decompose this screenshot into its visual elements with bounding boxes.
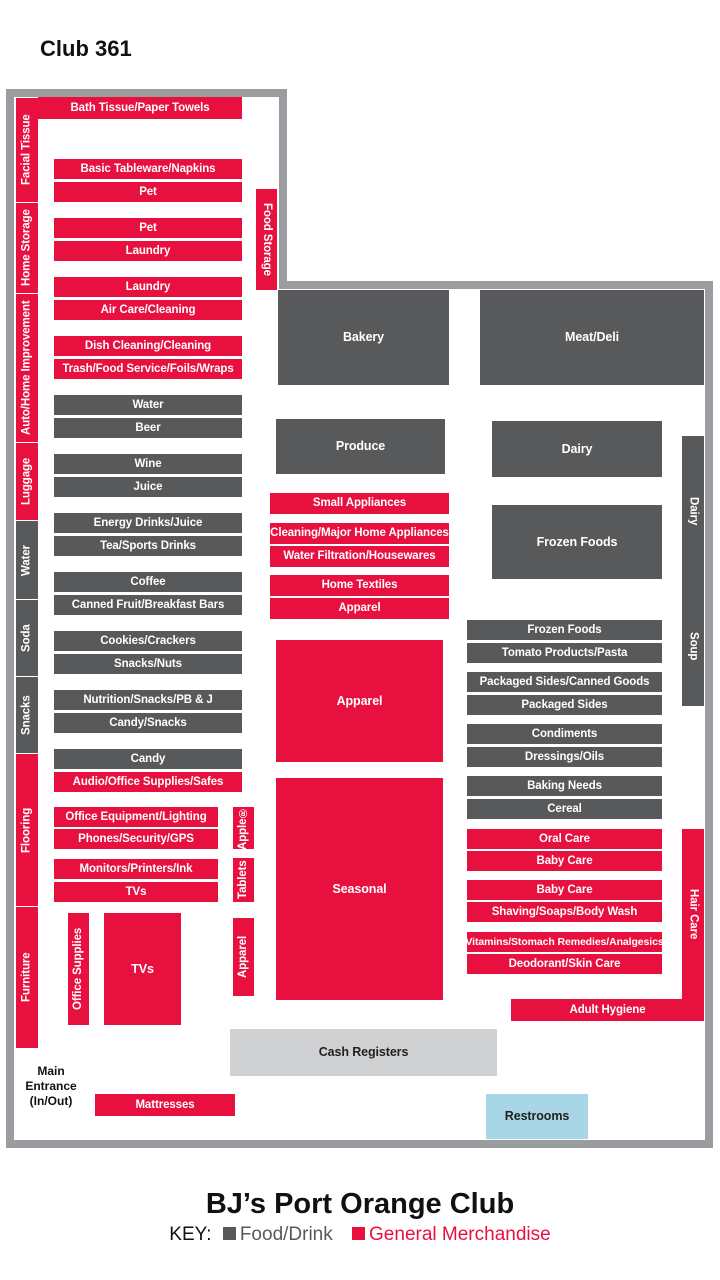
aisle-deodorant: Deodorant/Skin Care [467, 954, 662, 974]
aisle-canned-fruit: Canned Fruit/Breakfast Bars [54, 595, 242, 615]
dept-water-wall: Water [16, 521, 38, 599]
aisle-phones: Phones/Security/GPS [54, 829, 218, 849]
aisle-tomato: Tomato Products/Pasta [467, 643, 662, 663]
wall-dairy: Dairy [682, 436, 704, 586]
aisle-tvs: TVs [54, 882, 218, 902]
wall-top-left [6, 89, 287, 97]
aisle-basic-tableware: Basic Tableware/Napkins [54, 159, 242, 179]
cash-registers: Cash Registers [230, 1029, 497, 1076]
wall-step-vertical [279, 89, 287, 289]
block-apparel: Apparel [276, 640, 443, 762]
aisle-water: Water [54, 395, 242, 415]
aisle-laundry-2: Laundry [54, 277, 242, 297]
wall-hair-care: Hair Care [682, 829, 704, 999]
dept-auto-home-improvement: Auto/Home Improvement [16, 294, 38, 442]
dept-bath-tissue: Bath Tissue/Paper Towels [38, 97, 242, 119]
block-tvs: TVs [104, 913, 181, 1025]
main-entrance [20, 1064, 82, 1109]
wall-bottom [6, 1140, 713, 1148]
aisle-packaged-canned: Packaged Sides/Canned Goods [467, 672, 662, 692]
legend-key-label: KEY: [169, 1224, 212, 1245]
aisle-vitamins: Vitamins/Stomach Remedies/Analgesics [467, 932, 662, 952]
aisle-monitors: Monitors/Printers/Ink [54, 859, 218, 879]
dept-produce: Produce [276, 419, 445, 474]
aisle-cereal: Cereal [467, 799, 662, 819]
store-title: BJ’s Port Orange Club [205, 1188, 515, 1220]
aisle-audio: Audio/Office Supplies/Safes [54, 772, 242, 792]
dept-flooring: Flooring [16, 754, 38, 906]
aisle-baking: Baking Needs [467, 776, 662, 796]
aisle-juice: Juice [54, 477, 242, 497]
dept-home-storage: Home Storage [16, 203, 38, 293]
legend [0, 1224, 720, 1246]
aisle-small-appliances: Small Appliances [270, 493, 449, 514]
aisle-office-supplies: Office Supplies [68, 913, 89, 1025]
aisle-beer: Beer [54, 418, 242, 438]
dept-bakery: Bakery [278, 290, 449, 385]
aisle-condiments: Condiments [467, 724, 662, 744]
aisle-tablets: Tablets [233, 858, 254, 902]
aisle-apparel-vertical: Apparel [233, 918, 254, 996]
aisle-wine: Wine [54, 454, 242, 474]
dept-facial-tissue: Facial Tissue [16, 98, 38, 202]
restrooms: Restrooms [486, 1094, 588, 1139]
legend-food-label: Food/Drink [239, 1224, 333, 1245]
aisle-pet-2: Pet [54, 218, 242, 238]
aisle-trash: Trash/Food Service/Foils/Wraps [54, 359, 242, 379]
legend-general-label: General Merchandise [369, 1224, 551, 1245]
legend-general-swatch [352, 1227, 365, 1240]
aisle-coffee: Coffee [54, 572, 242, 592]
aisle-dressings: Dressings/Oils [467, 747, 662, 767]
aisle-tea: Tea/Sports Drinks [54, 536, 242, 556]
aisle-office-equipment: Office Equipment/Lighting [54, 807, 218, 827]
aisle-water-filtration: Water Filtration/Housewares [270, 546, 449, 567]
entrance-line-3: (In/Out) [29, 1094, 73, 1108]
aisle-candy-snacks: Candy/Snacks [54, 713, 242, 733]
aisle-oral-care: Oral Care [467, 829, 662, 849]
aisle-air-care: Air Care/Cleaning [54, 300, 242, 320]
aisle-baby-care-2: Baby Care [467, 880, 662, 900]
club-label: Club 361 [40, 36, 132, 61]
dept-meat-deli: Meat/Deli [480, 290, 704, 385]
wall-left [6, 89, 14, 1148]
dept-mattresses: Mattresses [95, 1094, 235, 1116]
aisle-snacks-nuts: Snacks/Nuts [54, 654, 242, 674]
wall-soup: Soup [682, 586, 704, 706]
dept-food-storage: Food Storage [256, 189, 277, 290]
aisle-nutrition: Nutrition/Snacks/PB & J [54, 690, 242, 710]
dept-snacks-wall: Snacks [16, 677, 38, 753]
legend-food-swatch [223, 1227, 236, 1240]
aisle-candy: Candy [54, 749, 242, 769]
aisle-shaving: Shaving/Soaps/Body Wash [467, 902, 662, 922]
aisle-apparel: Apparel [270, 598, 449, 619]
wall-top-right [279, 281, 713, 289]
aisle-frozen-foods: Frozen Foods [467, 620, 662, 640]
aisle-energy-drinks: Energy Drinks/Juice [54, 513, 242, 533]
aisle-cookies: Cookies/Crackers [54, 631, 242, 651]
entrance-line-1: Main [37, 1064, 65, 1078]
aisle-home-textiles: Home Textiles [270, 575, 449, 596]
dept-dairy: Dairy [492, 421, 662, 477]
aisle-packaged-sides: Packaged Sides [467, 695, 662, 715]
entrance-line-2: Entrance [25, 1079, 77, 1093]
dept-luggage: Luggage [16, 443, 38, 520]
dept-furniture: Furniture [16, 907, 38, 1048]
block-seasonal: Seasonal [276, 778, 443, 1000]
aisle-cleaning-major: Cleaning/Major Home Appliances [270, 523, 449, 544]
aisle-apple: Apple® [233, 807, 254, 849]
dept-frozen-foods: Frozen Foods [492, 505, 662, 579]
aisle-baby-care-1: Baby Care [467, 851, 662, 871]
aisle-dish-cleaning: Dish Cleaning/Cleaning [54, 336, 242, 356]
dept-soda-wall: Soda [16, 600, 38, 676]
aisle-pet-1: Pet [54, 182, 242, 202]
wall-right [705, 281, 713, 1148]
dept-adult-hygiene: Adult Hygiene [511, 999, 704, 1021]
aisle-laundry-1: Laundry [54, 241, 242, 261]
